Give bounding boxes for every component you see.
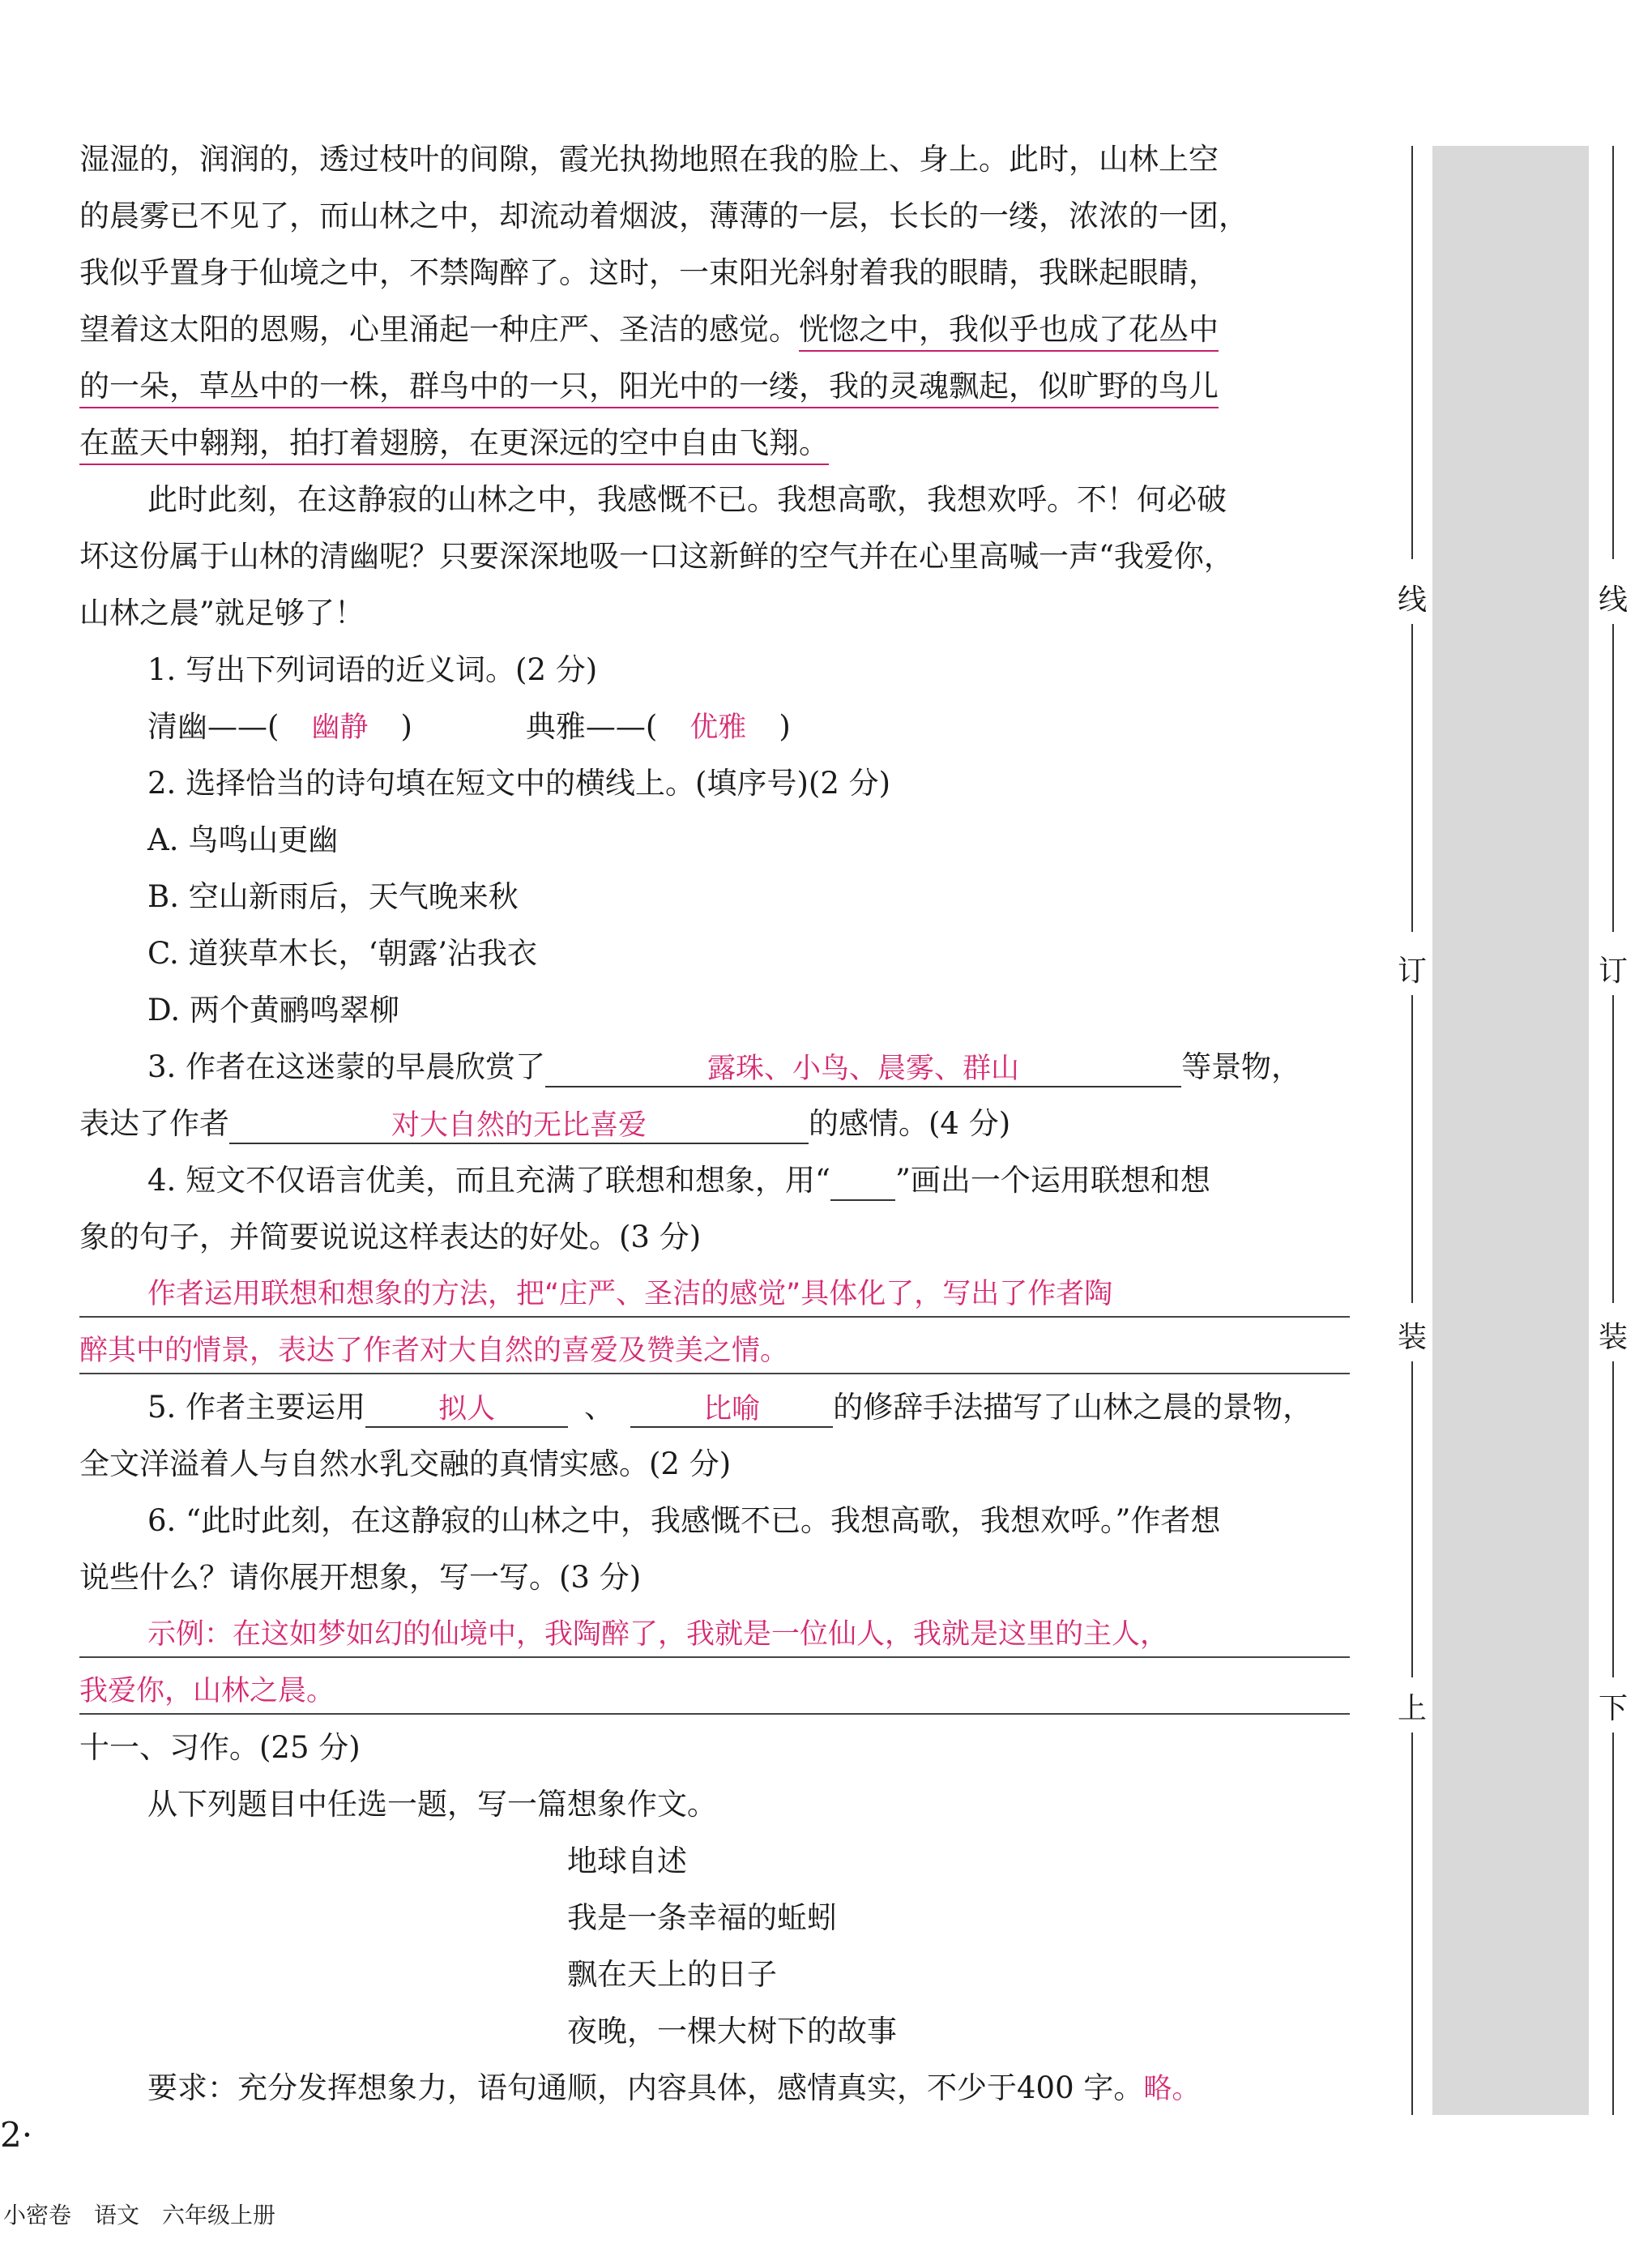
answer-blank: 拟人 <box>365 1389 568 1428</box>
question-6-line-2: 说些什么？请你展开想象，写一写。(3 分) <box>79 1560 642 1595</box>
passage-line: 山林之晨”就足够了！ <box>79 596 365 630</box>
passage-line <box>79 310 1219 352</box>
essay-requirement <box>147 2068 1200 2110</box>
answer-line: 我爱你，山林之晨。 <box>79 1675 335 1707</box>
option-c: C. 道狭草木长，‘朝露’沾我衣 <box>147 936 538 971</box>
answer-line: 示例：在这如梦如幻的仙境中，我陶醉了，我就是一位仙人，我就是这里的主人， <box>147 1618 1169 1651</box>
question-5-line-2: 全文洋溢着人与自然水乳交融的真情实感。(2 分) <box>79 1446 732 1481</box>
option-b: B. 空山新雨后，天气晚来秋 <box>147 879 519 914</box>
question-5 <box>147 1387 1313 1429</box>
answer-rule <box>79 1713 1350 1715</box>
question-6: 6. “此时此刻，在这静寂的山林之中，我感慨不已。我想高歌，我想欢呼。”作者想 <box>147 1503 1221 1538</box>
binding-char-ding: 订 <box>1598 955 1628 988</box>
binding-char-zhuang: 装 <box>1598 1321 1628 1354</box>
paren: ) <box>779 709 791 744</box>
answer-text: 优雅 <box>689 711 747 744</box>
essay-title: 地球自述 <box>567 1844 687 1878</box>
section-heading: 十一、习作。(25 分) <box>79 1730 361 1765</box>
passage-line: 坏这份属于山林的清幽呢？只要深深地吸一口这新鲜的空气并在心里高喊一声“我爱你， <box>79 539 1234 574</box>
option-a: A. 鸟鸣山更幽 <box>147 822 339 857</box>
question-text: ”画出一个运用联想和想 <box>894 1163 1210 1198</box>
answer-blank: 比喻 <box>630 1389 833 1428</box>
essay-title: 我是一条幸福的蚯蚓 <box>567 1900 837 1935</box>
underline-sample <box>830 1170 895 1201</box>
answer-rule <box>79 1316 1350 1318</box>
passage-line <box>79 423 829 465</box>
option-d: D. 两个黄鹂鸣翠柳 <box>147 993 399 1028</box>
binding-char-xia: 下 <box>1598 1692 1628 1725</box>
question-4-line-2: 象的句子，并简要说说这样表达的好处。(3 分) <box>79 1220 702 1254</box>
question-text: 的感情。(4 分) <box>809 1106 1011 1141</box>
word-1: 清幽——( <box>147 709 280 744</box>
word-2: 典雅——( <box>525 709 658 744</box>
essay-title: 飘在天上的日子 <box>567 1957 777 1992</box>
page-number: 2· <box>0 2115 33 2155</box>
question-4 <box>147 1160 1210 1203</box>
requirement-text: 要求：充分发挥想象力，语句通顺，内容具体，感情真实，不少于400 字。 <box>147 2070 1144 2105</box>
underlined-sentence: 的一朵，草丛中的一株，群鸟中的一只，阳光中的一缕，我的灵魂飘起，似旷野的鸟儿 <box>79 369 1219 408</box>
answer-blank: 露珠、小鸟、晨雾、群山 <box>545 1049 1181 1087</box>
passage-text: 望着这太阳的恩赐，心里涌起一种庄严、圣洁的感觉。 <box>79 312 799 347</box>
book-title: 小密卷 语文 六年级上册 <box>3 2202 276 2228</box>
question-text: 3. 作者在这迷蒙的早晨欣赏了 <box>147 1049 546 1084</box>
answer-line: 醉其中的情景，表达了作者对大自然的喜爱及赞美之情。 <box>79 1335 789 1367</box>
question-text: 4. 短文不仅语言优美，而且充满了联想和想象，用“ <box>147 1163 830 1198</box>
underlined-sentence: 恍惚之中，我似乎也成了花丛中 <box>799 312 1219 352</box>
essay-title: 夜晚，一棵大树下的故事 <box>567 2014 897 2049</box>
answer-rule <box>79 1373 1350 1374</box>
question-1-answers <box>147 707 791 749</box>
question-text: 5. 作者主要运用 <box>147 1390 366 1425</box>
question-1: 1. 写出下列词语的近义词。(2 分) <box>147 652 598 687</box>
binding-char-zhuang: 装 <box>1397 1321 1427 1354</box>
separator: 、 <box>584 1390 615 1425</box>
binding-strip <box>1432 146 1589 2115</box>
passage-line: 的晨雾已不见了，而山林之中，却流动着烟波，薄薄的一层，长长的一缕，浓浓的一团， <box>79 199 1249 233</box>
passage-line: 此时此刻，在这静寂的山林之中，我感慨不已。我想高歌，我想欢呼。不！何必破 <box>147 482 1227 517</box>
question-3 <box>147 1047 1301 1089</box>
question-3-line-2 <box>79 1104 1010 1146</box>
answer-line: 作者运用联想和想象的方法，把“庄严、圣洁的感觉”具体化了，写出了作者陶 <box>147 1278 1113 1310</box>
answer-text: 略。 <box>1143 2073 1201 2105</box>
question-2: 2. 选择恰当的诗句填在短文中的横线上。(填序号)(2 分) <box>147 766 891 801</box>
question-text: 表达了作者 <box>79 1106 229 1141</box>
binding-char-shang: 上 <box>1397 1692 1427 1725</box>
passage-line: 我似乎置身于仙境之中，不禁陶醉了。这时，一束阳光斜射着我的眼睛，我眯起眼睛， <box>79 255 1219 290</box>
question-text: 等景物， <box>1181 1049 1302 1084</box>
section-intro: 从下列题目中任选一题，写一篇想象作文。 <box>147 1787 717 1822</box>
underlined-sentence: 在蓝天中翱翔，拍打着翅膀，在更深远的空中自由飞翔。 <box>79 425 829 465</box>
question-text: 的修辞手法描写了山林之晨的景物， <box>833 1390 1313 1425</box>
passage-line: 湿湿的，润润的，透过枝叶的间隙，霞光执拗地照在我的脸上、身上。此时，山林上空 <box>79 142 1219 177</box>
binding-char-xian: 线 <box>1397 583 1427 617</box>
passage-line <box>79 366 1219 408</box>
answer-rule <box>79 1656 1350 1658</box>
binding-char-ding: 订 <box>1397 955 1427 988</box>
answer-text: 幽静 <box>311 711 369 744</box>
paren: ) <box>400 709 412 744</box>
answer-blank: 对大自然的无比喜爱 <box>229 1105 809 1144</box>
binding-char-xian: 线 <box>1598 583 1628 617</box>
